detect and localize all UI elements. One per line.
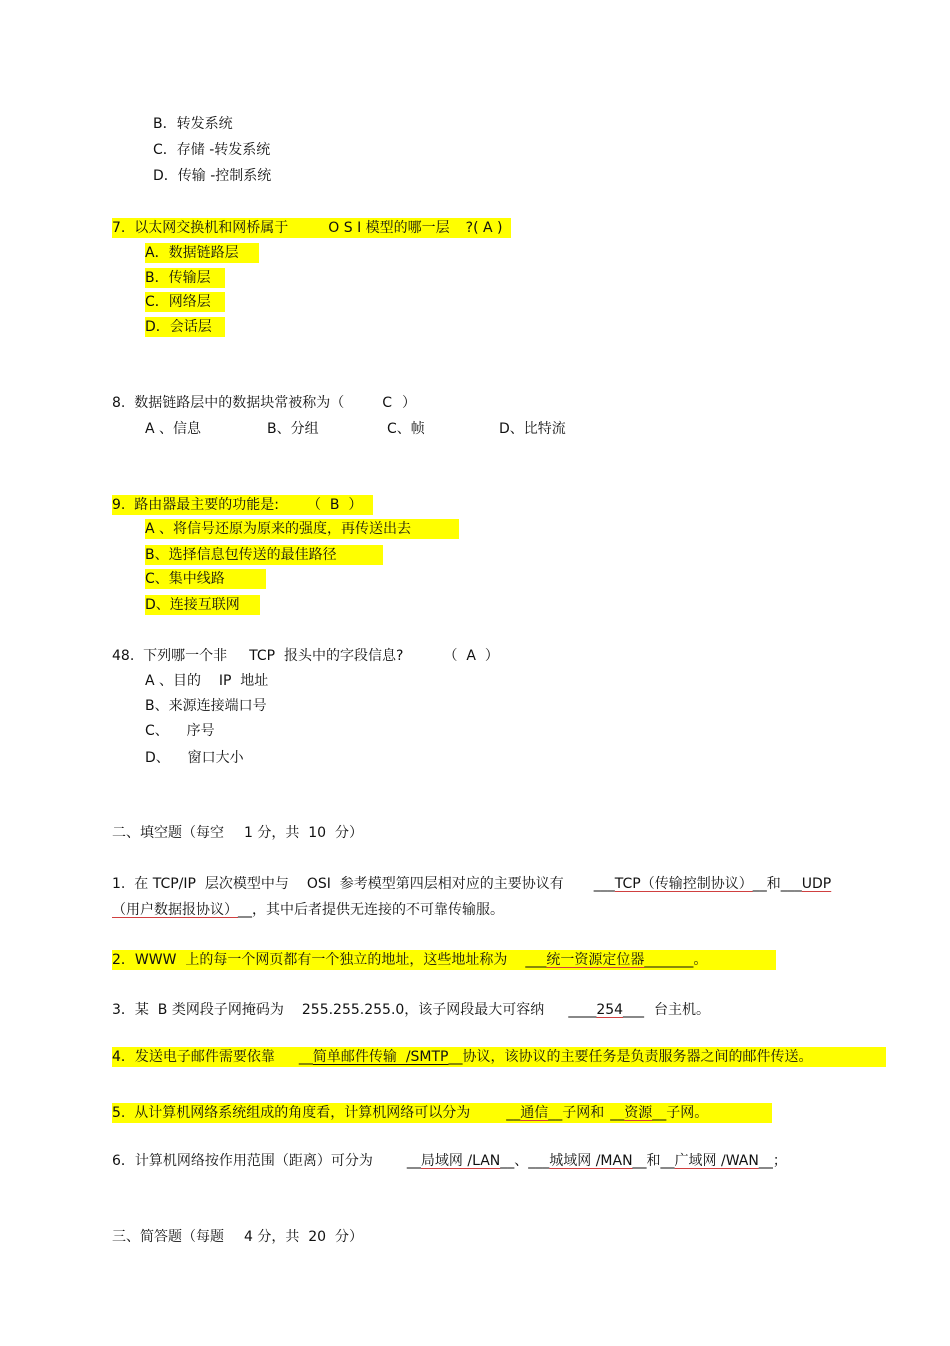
fill-1-answer-2: UDP: [801, 876, 832, 892]
question-8-option-a: A 、信息: [145, 421, 202, 437]
fill-2: 2．WWW 上的每一个网页都有一个独立的地址，这些地址称为 ___统一资源定位器_______。: [112, 950, 776, 970]
question-8-option-b: B、分组: [267, 421, 319, 437]
question-7-option-d: D．会话层: [145, 317, 225, 337]
question-48-option-b: B、来源连接端口号: [145, 698, 267, 714]
option-d: D．传输 -控制系统: [153, 168, 272, 184]
section-3-heading: 三、简答题（每题 4 分，共 20 分）: [112, 1229, 363, 1245]
fill-3: 3．某 B 类网段子网掩码为 255.255.255.0，该子网段最大可容纳 ____254___ 台主机。: [112, 1002, 711, 1018]
fill-2-answer: 统一资源定位器: [546, 952, 645, 968]
fill-6-answer-3: 广域网 /WAN: [674, 1153, 759, 1169]
fill-4-answer: 简单邮件传输 /SMTP: [312, 1049, 449, 1065]
fill-6: 6．计算机网络按作用范围（距离）可分为 __局域网 /LAN__、___城域网 /MAN__和__广域网 /WAN__；: [112, 1153, 787, 1169]
fill-5-answer-1: 通信: [520, 1105, 549, 1121]
question-8-stem: 8. 数据链路层中的数据块常被称为（ C ）: [112, 395, 417, 411]
question-48-option-d: D、 窗口大小: [145, 750, 244, 766]
question-9-option-c: C、集中线路: [145, 569, 266, 589]
question-48-stem: 48. 下列哪一个非 TCP 报头中的字段信息? （ A ）: [112, 648, 499, 664]
question-7-option-a: A．数据链路层: [145, 243, 259, 263]
fill-1-answer-1: TCP（传输控制协议）: [614, 876, 753, 892]
question-9-option-a: A 、将信号还原为原来的强度，再传送出去: [145, 519, 459, 539]
fill-3-answer: 254: [596, 1002, 624, 1018]
option-b: B．转发系统: [153, 116, 233, 132]
fill-6-answer-1: 局域网 /LAN: [420, 1153, 501, 1169]
question-9-stem: 9. 路由器最主要的功能是: （ B ）: [112, 495, 373, 515]
question-7-stem: 7. 以太网交换机和网桥属于 O S I 模型的哪一层 ?( A ): [112, 218, 511, 238]
question-48-option-c: C、 序号: [145, 723, 215, 739]
fill-5-answer-2: 资源: [624, 1105, 653, 1121]
fill-1-line-1: 1. 在 TCP/IP 层次模型中与 OSI 参考模型第四层相对应的主要协议有 ___TCP（传输控制协议）__和___UDP: [112, 876, 832, 892]
fill-1-line-2: （用户数据报协议）__，其中后者提供无连接的不可靠传输服。: [112, 902, 504, 918]
question-8-option-d: D、比特流: [499, 421, 566, 437]
fill-6-answer-2: 城域网 /MAN: [549, 1153, 633, 1169]
fill-4: 4．发送电子邮件需要依靠 __简单邮件传输 /SMTP__协议，该协议的主要任务是负责服务器之间的邮件传送。: [112, 1047, 886, 1067]
fill-5: 5. 从计算机网络系统组成的角度看，计算机网络可以分为 __通信__子网和 __资源__子网。: [112, 1103, 772, 1123]
section-2-heading: 二、填空题（每空 1 分，共 10 分）: [112, 825, 363, 841]
question-48-option-a: A 、目的 IP 地址: [145, 673, 269, 689]
question-7-option-c: C．网络层: [145, 292, 225, 312]
question-9-option-b: B、选择信息包传送的最佳路径: [145, 545, 383, 565]
question-7-option-b: B．传输层: [145, 268, 225, 288]
question-9-option-d: D、连接互联网: [145, 595, 260, 615]
option-c: C．存储 -转发系统: [153, 142, 271, 158]
question-8-option-c: C、帧: [387, 421, 425, 437]
